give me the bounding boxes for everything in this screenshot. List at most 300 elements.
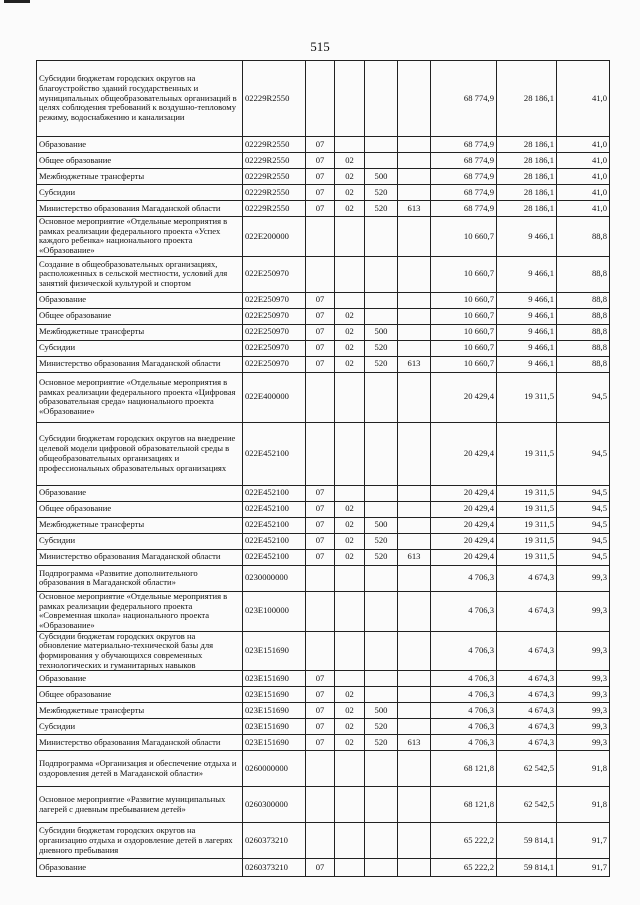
table-row	[37, 340, 610, 356]
row-name-cell: Субсидии бюджетам городских округов на организацию отдыха и оздоровление детей в лагерях дневного пребывания	[37, 823, 243, 859]
row-name-cell: Общее образование	[37, 153, 243, 169]
target-code-cell: 023E151690	[243, 703, 306, 719]
subsection-cell	[335, 823, 365, 859]
row-name-cell: Субсидии	[37, 533, 243, 549]
percent-cell: 99,3	[557, 735, 610, 751]
actual-amount-cell: 28 186,1	[497, 137, 557, 153]
ministry-code-cell	[398, 185, 431, 201]
section-cell	[306, 61, 335, 137]
row-name-cell: Основное мероприятие «Отдельные мероприятия в рамках реализации федерального проекта «Современная школа» национального проекта «Образование»	[37, 591, 243, 631]
table-row	[37, 859, 610, 877]
ministry-code-cell	[398, 859, 431, 877]
percent-cell: 94,5	[557, 533, 610, 549]
row-name-cell: Образование	[37, 859, 243, 877]
expense-type-cell: 520	[365, 185, 398, 201]
ministry-code-cell	[398, 719, 431, 735]
ministry-code-cell	[398, 372, 431, 422]
ministry-code-cell	[398, 517, 431, 533]
table-row	[37, 256, 610, 292]
actual-amount-cell: 28 186,1	[497, 201, 557, 217]
subsection-cell: 02	[335, 533, 365, 549]
table-row	[37, 565, 610, 591]
table-row	[37, 671, 610, 687]
ministry-code-cell	[398, 217, 431, 257]
target-code-cell: 022E250970	[243, 292, 306, 308]
subsection-cell	[335, 565, 365, 591]
ministry-code-cell: 613	[398, 549, 431, 565]
row-name-cell: Министерство образования Магаданской области	[37, 735, 243, 751]
ministry-code-cell	[398, 308, 431, 324]
subsection-cell	[335, 372, 365, 422]
expense-type-cell: 520	[365, 719, 398, 735]
ministry-code-cell	[398, 292, 431, 308]
table-row	[37, 308, 610, 324]
plan-amount-cell: 65 222,2	[431, 859, 497, 877]
ministry-code-cell	[398, 61, 431, 137]
actual-amount-cell: 59 814,1	[497, 823, 557, 859]
section-cell: 07	[306, 356, 335, 372]
ministry-code-cell	[398, 631, 431, 671]
ministry-code-cell	[398, 324, 431, 340]
row-name-cell: Общее образование	[37, 501, 243, 517]
actual-amount-cell: 4 674,3	[497, 735, 557, 751]
percent-cell: 99,3	[557, 719, 610, 735]
section-cell	[306, 256, 335, 292]
section-cell: 07	[306, 153, 335, 169]
subsection-cell	[335, 256, 365, 292]
table-row	[37, 591, 610, 631]
expense-type-cell	[365, 217, 398, 257]
target-code-cell: 023E151690	[243, 735, 306, 751]
percent-cell: 94,5	[557, 422, 610, 485]
actual-amount-cell: 9 466,1	[497, 308, 557, 324]
target-code-cell: 0260000000	[243, 751, 306, 787]
target-code-cell: 023E100000	[243, 591, 306, 631]
plan-amount-cell: 68 774,9	[431, 185, 497, 201]
subsection-cell: 02	[335, 356, 365, 372]
plan-amount-cell: 4 706,3	[431, 703, 497, 719]
target-code-cell: 02229R2550	[243, 185, 306, 201]
actual-amount-cell: 59 814,1	[497, 859, 557, 877]
subsection-cell	[335, 751, 365, 787]
table-row	[37, 517, 610, 533]
section-cell: 07	[306, 137, 335, 153]
table-row	[37, 169, 610, 185]
actual-amount-cell: 19 311,5	[497, 517, 557, 533]
ministry-code-cell	[398, 787, 431, 823]
expense-type-cell	[365, 422, 398, 485]
table-row	[37, 687, 610, 703]
actual-amount-cell: 4 674,3	[497, 703, 557, 719]
plan-amount-cell: 68 121,8	[431, 787, 497, 823]
section-cell: 07	[306, 859, 335, 877]
section-cell	[306, 217, 335, 257]
plan-amount-cell: 10 660,7	[431, 256, 497, 292]
percent-cell: 88,8	[557, 324, 610, 340]
plan-amount-cell: 68 121,8	[431, 751, 497, 787]
table-row	[37, 735, 610, 751]
ministry-code-cell	[398, 137, 431, 153]
expense-type-cell	[365, 308, 398, 324]
target-code-cell: 0260300000	[243, 787, 306, 823]
section-cell: 07	[306, 533, 335, 549]
scan-corner-mark	[4, 0, 30, 3]
target-code-cell: 022E250970	[243, 356, 306, 372]
percent-cell: 91,8	[557, 787, 610, 823]
plan-amount-cell: 4 706,3	[431, 687, 497, 703]
row-name-cell: Межбюджетные трансферты	[37, 169, 243, 185]
plan-amount-cell: 68 774,9	[431, 153, 497, 169]
plan-amount-cell: 10 660,7	[431, 308, 497, 324]
subsection-cell	[335, 422, 365, 485]
section-cell	[306, 372, 335, 422]
target-code-cell: 022E452100	[243, 517, 306, 533]
expense-type-cell	[365, 631, 398, 671]
plan-amount-cell: 4 706,3	[431, 719, 497, 735]
percent-cell: 41,0	[557, 185, 610, 201]
percent-cell: 99,3	[557, 565, 610, 591]
expense-type-cell: 520	[365, 533, 398, 549]
target-code-cell: 022E250970	[243, 340, 306, 356]
expense-type-cell	[365, 687, 398, 703]
actual-amount-cell: 28 186,1	[497, 61, 557, 137]
target-code-cell: 023E151690	[243, 687, 306, 703]
expense-type-cell	[365, 501, 398, 517]
actual-amount-cell: 28 186,1	[497, 185, 557, 201]
table-row	[37, 372, 610, 422]
actual-amount-cell: 19 311,5	[497, 501, 557, 517]
expense-type-cell	[365, 153, 398, 169]
section-cell: 07	[306, 308, 335, 324]
row-name-cell: Субсидии	[37, 340, 243, 356]
target-code-cell: 022E452100	[243, 501, 306, 517]
ministry-code-cell	[398, 671, 431, 687]
subsection-cell: 02	[335, 517, 365, 533]
section-cell: 07	[306, 292, 335, 308]
plan-amount-cell: 4 706,3	[431, 671, 497, 687]
section-cell: 07	[306, 185, 335, 201]
target-code-cell: 0260373210	[243, 859, 306, 877]
subsection-cell	[335, 485, 365, 501]
subsection-cell: 02	[335, 153, 365, 169]
target-code-cell: 022E250970	[243, 308, 306, 324]
percent-cell: 94,5	[557, 517, 610, 533]
target-code-cell: 022E452100	[243, 533, 306, 549]
plan-amount-cell: 20 429,4	[431, 372, 497, 422]
target-code-cell: 022E400000	[243, 372, 306, 422]
row-name-cell: Образование	[37, 292, 243, 308]
expense-type-cell	[365, 256, 398, 292]
percent-cell: 91,8	[557, 751, 610, 787]
expense-type-cell	[365, 137, 398, 153]
table-row	[37, 153, 610, 169]
target-code-cell: 022E200000	[243, 217, 306, 257]
target-code-cell: 023E151690	[243, 671, 306, 687]
expense-type-cell	[365, 823, 398, 859]
percent-cell: 94,5	[557, 485, 610, 501]
plan-amount-cell: 4 706,3	[431, 631, 497, 671]
subsection-cell: 02	[335, 703, 365, 719]
expense-type-cell: 520	[365, 340, 398, 356]
actual-amount-cell: 9 466,1	[497, 292, 557, 308]
section-cell: 07	[306, 671, 335, 687]
percent-cell: 94,5	[557, 549, 610, 565]
subsection-cell: 02	[335, 308, 365, 324]
target-code-cell: 023E151690	[243, 631, 306, 671]
table-row	[37, 703, 610, 719]
row-name-cell: Межбюджетные трансферты	[37, 324, 243, 340]
ministry-code-cell	[398, 340, 431, 356]
table-row	[37, 422, 610, 485]
percent-cell: 88,8	[557, 340, 610, 356]
plan-amount-cell: 10 660,7	[431, 217, 497, 257]
subsection-cell	[335, 217, 365, 257]
target-code-cell: 0230000000	[243, 565, 306, 591]
table-row	[37, 201, 610, 217]
section-cell	[306, 565, 335, 591]
table-row	[37, 631, 610, 671]
percent-cell: 41,0	[557, 201, 610, 217]
plan-amount-cell: 68 774,9	[431, 201, 497, 217]
actual-amount-cell: 19 311,5	[497, 533, 557, 549]
row-name-cell: Министерство образования Магаданской области	[37, 549, 243, 565]
expense-type-cell	[365, 292, 398, 308]
table-row	[37, 217, 610, 257]
table-row	[37, 292, 610, 308]
section-cell: 07	[306, 501, 335, 517]
target-code-cell: 0260373210	[243, 823, 306, 859]
table-row	[37, 787, 610, 823]
subsection-cell	[335, 591, 365, 631]
percent-cell: 99,3	[557, 671, 610, 687]
plan-amount-cell: 4 706,3	[431, 735, 497, 751]
ministry-code-cell	[398, 533, 431, 549]
percent-cell: 99,3	[557, 631, 610, 671]
table-row	[37, 533, 610, 549]
subsection-cell: 02	[335, 501, 365, 517]
expense-type-cell	[365, 591, 398, 631]
plan-amount-cell: 20 429,4	[431, 549, 497, 565]
plan-amount-cell: 10 660,7	[431, 292, 497, 308]
plan-amount-cell: 20 429,4	[431, 517, 497, 533]
ministry-code-cell	[398, 565, 431, 591]
table-row	[37, 501, 610, 517]
expense-type-cell: 500	[365, 169, 398, 185]
row-name-cell: Межбюджетные трансферты	[37, 703, 243, 719]
subsection-cell	[335, 631, 365, 671]
ministry-code-cell	[398, 153, 431, 169]
page-number: 515	[310, 39, 330, 54]
section-cell: 07	[306, 201, 335, 217]
section-cell	[306, 787, 335, 823]
section-cell: 07	[306, 485, 335, 501]
plan-amount-cell: 4 706,3	[431, 591, 497, 631]
ministry-code-cell	[398, 422, 431, 485]
plan-amount-cell: 20 429,4	[431, 422, 497, 485]
ministry-code-cell	[398, 703, 431, 719]
actual-amount-cell: 4 674,3	[497, 671, 557, 687]
subsection-cell	[335, 671, 365, 687]
subsection-cell: 02	[335, 719, 365, 735]
ministry-code-cell	[398, 256, 431, 292]
plan-amount-cell: 65 222,2	[431, 823, 497, 859]
expense-type-cell	[365, 61, 398, 137]
plan-amount-cell: 68 774,9	[431, 169, 497, 185]
percent-cell: 94,5	[557, 372, 610, 422]
expense-type-cell: 520	[365, 549, 398, 565]
target-code-cell: 02229R2550	[243, 201, 306, 217]
expense-type-cell: 520	[365, 356, 398, 372]
table-row	[37, 751, 610, 787]
actual-amount-cell: 19 311,5	[497, 422, 557, 485]
ministry-code-cell: 613	[398, 735, 431, 751]
percent-cell: 91,7	[557, 859, 610, 877]
subsection-cell	[335, 859, 365, 877]
target-code-cell: 02229R2550	[243, 61, 306, 137]
percent-cell: 41,0	[557, 153, 610, 169]
table-row	[37, 137, 610, 153]
row-name-cell: Субсидии бюджетам городских округов на внедрение целевой модели цифровой образовательной среды в общеобразовательных организациях и профессиональных образовательных организациях	[37, 422, 243, 485]
subsection-cell: 02	[335, 185, 365, 201]
section-cell: 07	[306, 517, 335, 533]
row-name-cell: Основное мероприятие «Отдельные мероприятия в рамках реализации федерального проекта «Успех каждого ребенка» национального проекта «Образование»	[37, 217, 243, 257]
percent-cell: 88,8	[557, 356, 610, 372]
actual-amount-cell: 4 674,3	[497, 687, 557, 703]
table-row	[37, 324, 610, 340]
expense-type-cell: 520	[365, 735, 398, 751]
subsection-cell	[335, 61, 365, 137]
subsection-cell: 02	[335, 735, 365, 751]
actual-amount-cell: 62 542,5	[497, 751, 557, 787]
section-cell: 07	[306, 169, 335, 185]
expense-type-cell	[365, 565, 398, 591]
ministry-code-cell	[398, 751, 431, 787]
table-body	[37, 61, 610, 877]
actual-amount-cell: 9 466,1	[497, 324, 557, 340]
section-cell	[306, 422, 335, 485]
subsection-cell: 02	[335, 324, 365, 340]
section-cell	[306, 751, 335, 787]
percent-cell: 99,3	[557, 591, 610, 631]
expense-type-cell: 500	[365, 517, 398, 533]
expense-type-cell	[365, 485, 398, 501]
row-name-cell: Основное мероприятие «Отдельные мероприятия в рамках реализации федерального проекта «Цифровая образовательная среда» национального проекта «Образование»	[37, 372, 243, 422]
actual-amount-cell: 4 674,3	[497, 719, 557, 735]
row-name-cell: Субсидии бюджетам городских округов на обновление материально-технической базы для формирования у обучающихся современных технологических и гуманитарных навыков	[37, 631, 243, 671]
table-row	[37, 823, 610, 859]
percent-cell: 41,0	[557, 137, 610, 153]
target-code-cell: 022E452100	[243, 422, 306, 485]
actual-amount-cell: 19 311,5	[497, 372, 557, 422]
actual-amount-cell: 4 674,3	[497, 631, 557, 671]
ministry-code-cell: 613	[398, 201, 431, 217]
percent-cell: 88,8	[557, 292, 610, 308]
plan-amount-cell: 68 774,9	[431, 61, 497, 137]
subsection-cell	[335, 137, 365, 153]
plan-amount-cell: 10 660,7	[431, 356, 497, 372]
section-cell: 07	[306, 340, 335, 356]
row-name-cell: Субсидии	[37, 185, 243, 201]
expense-type-cell: 500	[365, 703, 398, 719]
expense-type-cell	[365, 671, 398, 687]
row-name-cell: Создание в общеобразовательных организациях, расположенных в сельской местности, условий для занятий физической культурой и спортом	[37, 256, 243, 292]
section-cell	[306, 631, 335, 671]
expense-type-cell	[365, 372, 398, 422]
percent-cell: 41,0	[557, 169, 610, 185]
row-name-cell: Подпрограмма «Организация и обеспечение отдыха и оздоровления детей в Магаданской области»	[37, 751, 243, 787]
percent-cell: 99,3	[557, 687, 610, 703]
percent-cell: 94,5	[557, 501, 610, 517]
expense-type-cell	[365, 751, 398, 787]
target-code-cell: 02229R2550	[243, 153, 306, 169]
row-name-cell: Образование	[37, 485, 243, 501]
actual-amount-cell: 9 466,1	[497, 340, 557, 356]
subsection-cell	[335, 787, 365, 823]
row-name-cell: Межбюджетные трансферты	[37, 517, 243, 533]
plan-amount-cell: 10 660,7	[431, 324, 497, 340]
actual-amount-cell: 4 674,3	[497, 591, 557, 631]
subsection-cell: 02	[335, 549, 365, 565]
plan-amount-cell: 20 429,4	[431, 533, 497, 549]
section-cell: 07	[306, 719, 335, 735]
ministry-code-cell	[398, 501, 431, 517]
plan-amount-cell: 20 429,4	[431, 485, 497, 501]
row-name-cell: Общее образование	[37, 687, 243, 703]
actual-amount-cell: 28 186,1	[497, 153, 557, 169]
ministry-code-cell	[398, 687, 431, 703]
row-name-cell: Общее образование	[37, 308, 243, 324]
table-row	[37, 61, 610, 137]
expense-type-cell: 520	[365, 201, 398, 217]
plan-amount-cell: 68 774,9	[431, 137, 497, 153]
target-code-cell: 022E452100	[243, 549, 306, 565]
table-row	[37, 719, 610, 735]
expense-type-cell	[365, 787, 398, 823]
budget-table	[36, 60, 610, 877]
actual-amount-cell: 19 311,5	[497, 549, 557, 565]
section-cell	[306, 591, 335, 631]
percent-cell: 88,8	[557, 217, 610, 257]
subsection-cell: 02	[335, 169, 365, 185]
target-code-cell: 02229R2550	[243, 137, 306, 153]
row-name-cell: Субсидии	[37, 719, 243, 735]
ministry-code-cell	[398, 169, 431, 185]
row-name-cell: Подпрограмма «Развитие дополнительного образования в Магаданской области»	[37, 565, 243, 591]
row-name-cell: Министерство образования Магаданской области	[37, 201, 243, 217]
percent-cell: 91,7	[557, 823, 610, 859]
ministry-code-cell	[398, 485, 431, 501]
table-row	[37, 356, 610, 372]
plan-amount-cell: 20 429,4	[431, 501, 497, 517]
actual-amount-cell: 9 466,1	[497, 256, 557, 292]
row-name-cell: Образование	[37, 137, 243, 153]
percent-cell: 41,0	[557, 61, 610, 137]
section-cell: 07	[306, 549, 335, 565]
subsection-cell: 02	[335, 340, 365, 356]
row-name-cell: Министерство образования Магаданской области	[37, 356, 243, 372]
actual-amount-cell: 28 186,1	[497, 169, 557, 185]
section-cell: 07	[306, 324, 335, 340]
section-cell	[306, 823, 335, 859]
actual-amount-cell: 9 466,1	[497, 217, 557, 257]
row-name-cell: Образование	[37, 671, 243, 687]
percent-cell: 88,8	[557, 256, 610, 292]
subsection-cell: 02	[335, 687, 365, 703]
expense-type-cell: 500	[365, 324, 398, 340]
ministry-code-cell: 613	[398, 356, 431, 372]
subsection-cell	[335, 292, 365, 308]
table-row	[37, 549, 610, 565]
